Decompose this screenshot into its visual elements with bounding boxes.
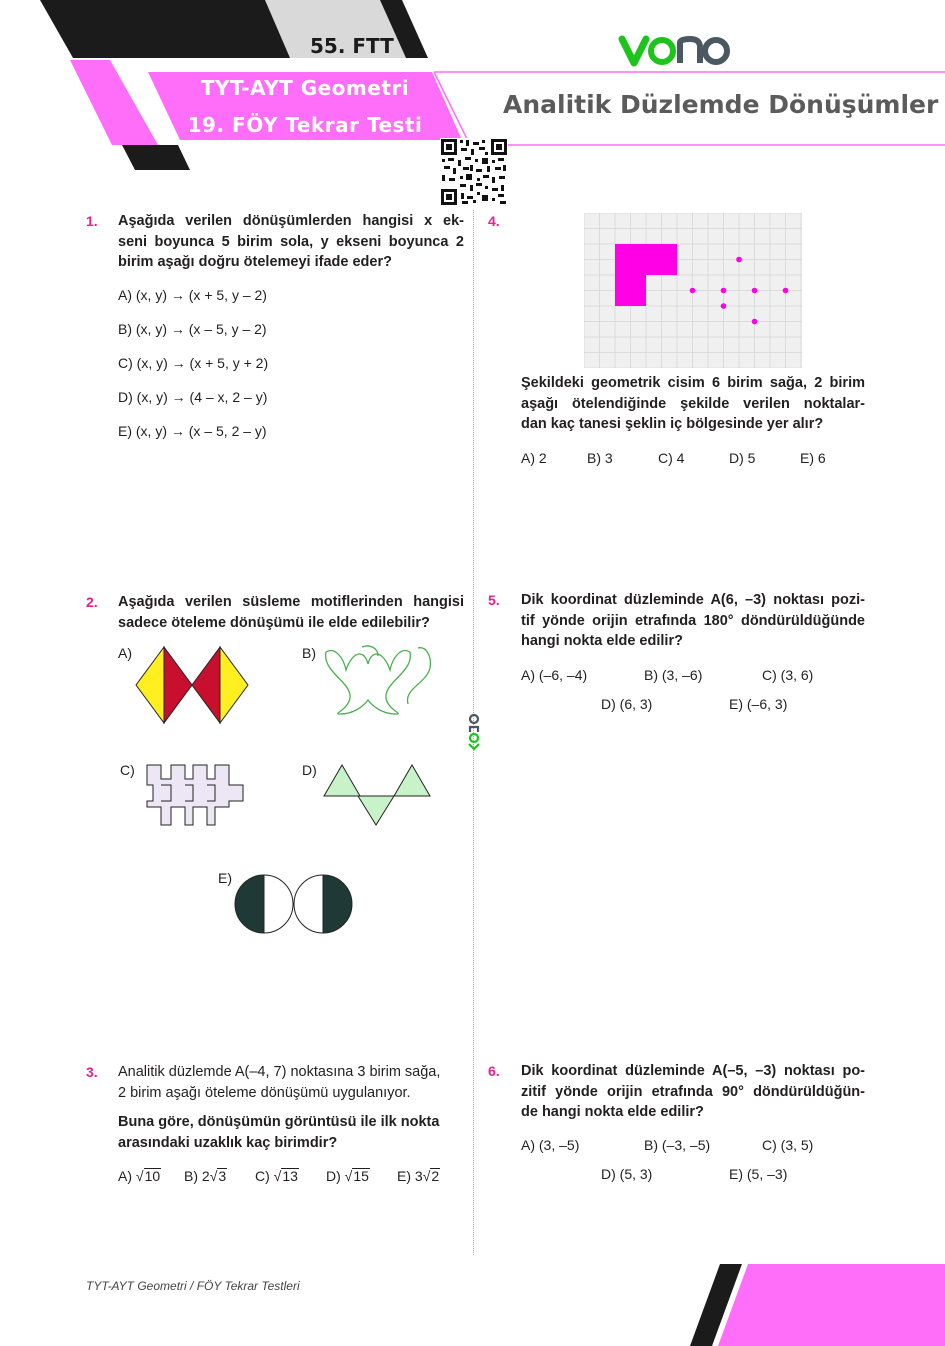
q3-number: 3.	[86, 1064, 98, 1080]
q6-text-line: Dik koordinat düzleminde A(–5, –3) noktası po-	[521, 1063, 865, 1079]
q2-option-c-motif[interactable]	[145, 763, 245, 829]
q4-text-line: aşağı ötelendiğinde şekilde verilen noktalar-	[521, 395, 865, 412]
q3-option-radicand: 15	[353, 1168, 369, 1184]
test-number: 55. FTT	[310, 34, 394, 58]
q3-question	[118, 1112, 464, 1153]
q4-number: 4.	[488, 213, 500, 229]
q4-text-line: dan kaç tanesi şeklin iç bölgesinde yer alır?	[521, 416, 824, 432]
q3-option-label: C)	[255, 1168, 274, 1184]
q5-text-line: hangi nokta elde edilir?	[521, 633, 683, 649]
q2-text-line: sadece öteleme dönüşümü ile elde edilebilir?	[118, 614, 430, 631]
q4-text	[521, 373, 865, 435]
q4-option-c[interactable]: C) 4	[658, 450, 685, 466]
q5-option-b[interactable]: B) (3, –6)	[644, 667, 703, 683]
q4-option-b[interactable]: B) 3	[587, 450, 613, 466]
q2-option-d-label[interactable]: D)	[302, 762, 317, 778]
q4-grid-figure	[584, 213, 802, 368]
q6-text	[521, 1061, 865, 1123]
q3-option-radicand: 3	[218, 1168, 227, 1184]
vono-logo	[618, 33, 733, 71]
q3-text	[118, 1062, 464, 1103]
sqrt-symbol: √	[209, 1168, 218, 1184]
sqrt-symbol: √	[422, 1168, 431, 1184]
q5-option-c[interactable]: C) (3, 6)	[762, 667, 814, 683]
q3-option-radicand: 2	[431, 1168, 440, 1184]
qr-code[interactable]	[440, 138, 508, 206]
q1-text	[118, 211, 464, 273]
q2-option-a-label[interactable]: A)	[118, 645, 132, 661]
q3-question-line: Buna göre, dönüşümün görüntüsü ile ilk nokta	[118, 1114, 440, 1130]
q3-option-radicand: 13	[282, 1168, 298, 1184]
q5-text-line: Dik koordinat düzleminde A(6, –3) noktası pozi-	[521, 592, 865, 608]
q4-option-a[interactable]: A) 2	[521, 450, 547, 466]
q1-option-d[interactable]: D) (x, y) → (4 – x, 2 – y)	[118, 389, 268, 405]
q3-text-line: Analitik düzlemde A(–4, 7) noktasına 3 birim sağa,	[118, 1064, 441, 1080]
q4-option-e[interactable]: E) 6	[800, 450, 826, 466]
sqrt-symbol: √	[135, 1168, 144, 1184]
q2-option-d-motif[interactable]	[322, 763, 432, 827]
q3-text-line: 2 birim aşağı öteleme dönüşümü uygulanıyor.	[118, 1084, 411, 1101]
q3-option-d[interactable]	[326, 1168, 370, 1184]
q2-text-line: Aşağıda verilen süsleme motiflerinden hangisi	[118, 594, 464, 610]
q3-question-line: arasındaki uzaklık kaç birimdir?	[118, 1134, 338, 1151]
q2-option-c-label[interactable]: C)	[120, 762, 135, 778]
q3-option-c[interactable]	[255, 1168, 299, 1184]
q1-text-line: Aşağıda verilen dönüşümlerden hangisi x ek-	[118, 213, 464, 229]
q2-option-b-motif[interactable]	[322, 642, 434, 717]
q6-text-line: zitif yönde orijin etrafında 90° döndürüldüğün-	[521, 1083, 865, 1100]
q3-option-e[interactable]	[397, 1168, 440, 1184]
q1-text-line: seni boyunca 5 birim sola, y ekseni boyunca 2	[118, 233, 464, 250]
footer-text: TYT-AYT Geometri / FÖY Tekrar Testleri	[86, 1279, 300, 1293]
sqrt-symbol: √	[273, 1168, 282, 1184]
q1-option-a[interactable]: A) (x, y) → (x + 5, y – 2)	[118, 287, 267, 303]
q6-text-line: de hangi nokta elde edilir?	[521, 1104, 704, 1120]
q1-number: 1.	[86, 213, 98, 229]
q6-option-e[interactable]: E) (5, –3)	[729, 1166, 788, 1182]
q3-option-b[interactable]	[184, 1168, 227, 1184]
q2-text	[118, 592, 464, 633]
q6-number: 6.	[488, 1063, 500, 1079]
course-title: TYT-AYT Geometri	[200, 76, 410, 100]
q5-text	[521, 590, 865, 652]
q2-option-b-label[interactable]: B)	[302, 645, 316, 661]
q6-option-d[interactable]: D) (5, 3)	[601, 1166, 653, 1182]
q4-text-line: Şekildeki geometrik cisim 6 birim sağa, 2 birim	[521, 375, 865, 391]
sqrt-symbol: √	[344, 1168, 353, 1184]
topic-title: Analitik Düzlemde Dönüşümler	[503, 90, 939, 119]
q2-option-a-motif[interactable]	[135, 646, 250, 724]
q2-number: 2.	[86, 594, 98, 610]
q6-option-a[interactable]: A) (3, –5)	[521, 1137, 580, 1153]
q2-option-e-label[interactable]: E)	[218, 870, 232, 886]
q5-option-d[interactable]: D) (6, 3)	[601, 696, 653, 712]
q1-option-c[interactable]: C) (x, y) → (x + 5, y + 2)	[118, 355, 269, 371]
vono-side-logo	[466, 713, 482, 751]
q3-option-a[interactable]	[118, 1168, 161, 1184]
q3-option-label: A)	[118, 1168, 136, 1184]
footer-graphics	[690, 1264, 945, 1346]
q6-option-c[interactable]: C) (3, 5)	[762, 1137, 814, 1153]
q3-option-label: B) 2	[184, 1168, 210, 1184]
q5-text-line: tif yönde orijin etrafında 180° döndürüldüğünde	[521, 612, 865, 629]
q1-option-b[interactable]: B) (x, y) → (x – 5, y – 2)	[118, 321, 267, 337]
q2-option-e-motif[interactable]	[234, 873, 356, 935]
q4-option-d[interactable]: D) 5	[729, 450, 756, 466]
q3-option-label: D)	[326, 1168, 345, 1184]
q3-option-label: E) 3	[397, 1168, 423, 1184]
q3-option-radicand: 10	[144, 1168, 161, 1184]
q1-text-line: birim aşağı doğru ötelemeyi ifade eder?	[118, 254, 392, 270]
q6-option-b[interactable]: B) (–3, –5)	[644, 1137, 711, 1153]
q5-option-e[interactable]: E) (–6, 3)	[729, 696, 788, 712]
course-subtitle: 19. FÖY Tekrar Testi	[187, 113, 423, 137]
q5-number: 5.	[488, 592, 500, 608]
q1-option-e[interactable]: E) (x, y) → (x – 5, 2 – y)	[118, 423, 267, 439]
q5-option-a[interactable]: A) (–6, –4)	[521, 667, 588, 683]
